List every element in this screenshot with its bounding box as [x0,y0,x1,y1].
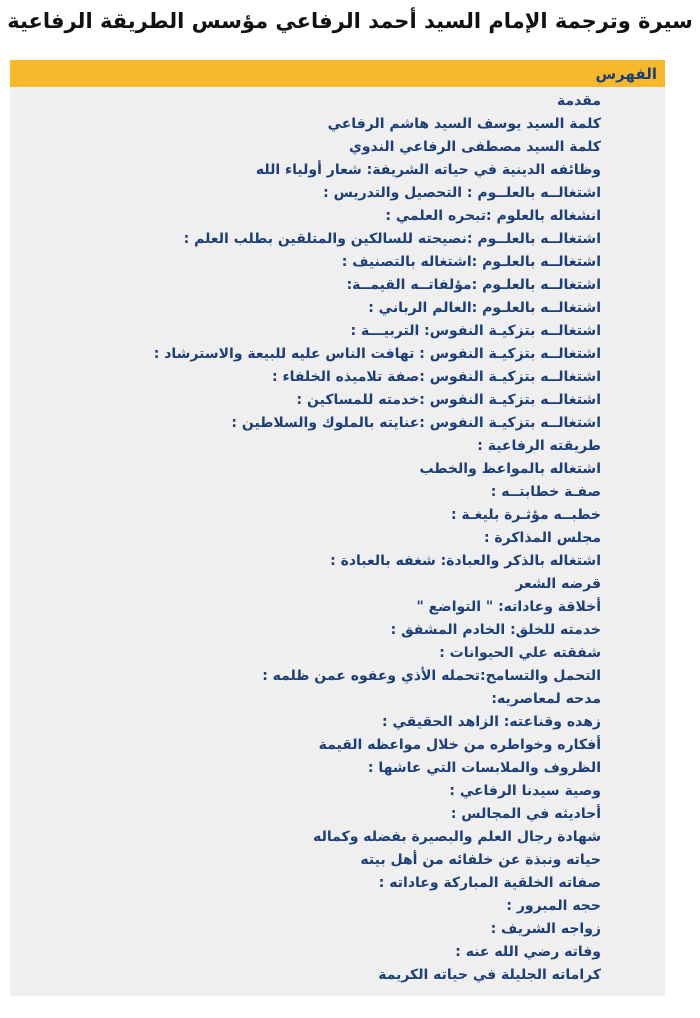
toc-link[interactable]: حجه المبرور : [506,898,601,914]
toc-link[interactable]: أحاديثه في المجالس : [450,806,601,822]
toc-link[interactable]: زواجه الشريف : [490,921,601,937]
toc-link[interactable]: اشتغالــه بالعلـوم :مؤلفاتــه القيمــة: [346,277,601,293]
table-of-contents [10,60,665,996]
toc-link[interactable]: كراماته الجليلة في حياته الكريمة [378,967,601,983]
toc-link[interactable]: مدحه لمعاصريه: [491,691,601,707]
toc-link[interactable]: التحمل والتسامح:تحمله الأذي وعفوه عمن ظلمه : [262,668,601,684]
toc-link[interactable]: الظروف والملابسات التي عاشها : [367,760,601,776]
toc-link[interactable]: اشتغالــه بالعلـوم :اشتغاله بالتصنيف : [341,254,601,270]
toc-link[interactable]: اشتغالــه بتزكيـة النفوس :عنايته بالملوك والسلاطين : [231,415,601,431]
toc-list [10,87,665,987]
toc-link[interactable]: أفكاره وخواطره من خلال مواعظه القيمة [318,737,601,753]
toc-link[interactable]: خدمته للخلق: الخادم المشفق : [390,622,601,638]
toc-link[interactable]: اشتغالــه بتزكيـة النفوس :خدمته للمساكين : [296,392,601,408]
toc-link[interactable]: حياته ونبذة عن خلفائه من أهل بيته [360,852,601,868]
toc-link[interactable]: وفاته رضي الله عنه : [455,944,601,960]
toc-link[interactable]: كلمة السيد يوسف السيد هاشم الرفاعي [327,116,601,132]
toc-link[interactable]: صفاته الخلقية المباركة وعاداته : [378,875,601,891]
toc-link[interactable]: مجلس المذاكرة : [483,530,601,546]
toc-link[interactable]: انشغاله بالعلوم :تبحره العلمي : [385,208,601,224]
toc-link[interactable]: وظائفه الدينية في حياته الشريفة: شعار أولياء الله [255,162,601,178]
toc-link[interactable]: اشتغالــه بالعلــوم :نصيحته للسالكين والمتلقين بطلب العلم : [183,231,601,247]
toc-link[interactable]: اشتغالــه بتزكيـة النفوس :صفة تلاميذه الخلفاء : [271,369,601,385]
toc-link[interactable]: زهده وقناعته: الزاهد الحقيقي : [382,714,601,730]
toc-link[interactable]: أخلاقة وعاداته: " التواضع " [416,599,601,615]
toc-link[interactable]: اشتغالــه بتزكيـة النفوس: التربيـــة : [350,323,601,339]
toc-link[interactable]: مقدمة [557,93,601,109]
toc-link[interactable]: صفـة خطابتــه : [490,484,601,500]
toc-link[interactable]: اشتغالــه بالعلــوم : التحصيل والتدريس : [323,185,601,201]
toc-link[interactable]: قرضه الشعر [515,576,601,592]
toc-link[interactable]: كلمة السيد مصطفى الرفاعي الندوي [349,139,601,155]
toc-link[interactable]: اشتغاله بالذكر والعبادة: شغفه بالعبادة : [330,553,601,569]
toc-link[interactable]: اشتغالــه بتزكيـة النفوس : تهافت الناس عليه للبيعة والاسترشاد : [153,346,601,362]
toc-link[interactable]: خطبــه مؤثـرة بليغـة : [450,507,601,523]
toc-header: الفهرس [10,60,665,87]
toc-link[interactable]: شهادة رجال العلم والبصيرة بفضله وكماله [313,829,601,845]
toc-link[interactable]: اشتغاله بالمواعظ والخطب [419,461,601,477]
page-title: سيرة وترجمة الإمام السيد أحمد الرفاعي مؤسس الطريقة الرفاعية [7,9,693,33]
toc-link[interactable]: وصية سيدنا الرفاعي : [449,783,601,799]
toc-link[interactable]: اشتغالــه بالعلـوم :العالم الرباني : [368,300,601,316]
toc-link[interactable]: شفقته علي الحيوانات : [439,645,601,661]
toc-link[interactable]: طريقته الرفاعية : [477,438,601,454]
